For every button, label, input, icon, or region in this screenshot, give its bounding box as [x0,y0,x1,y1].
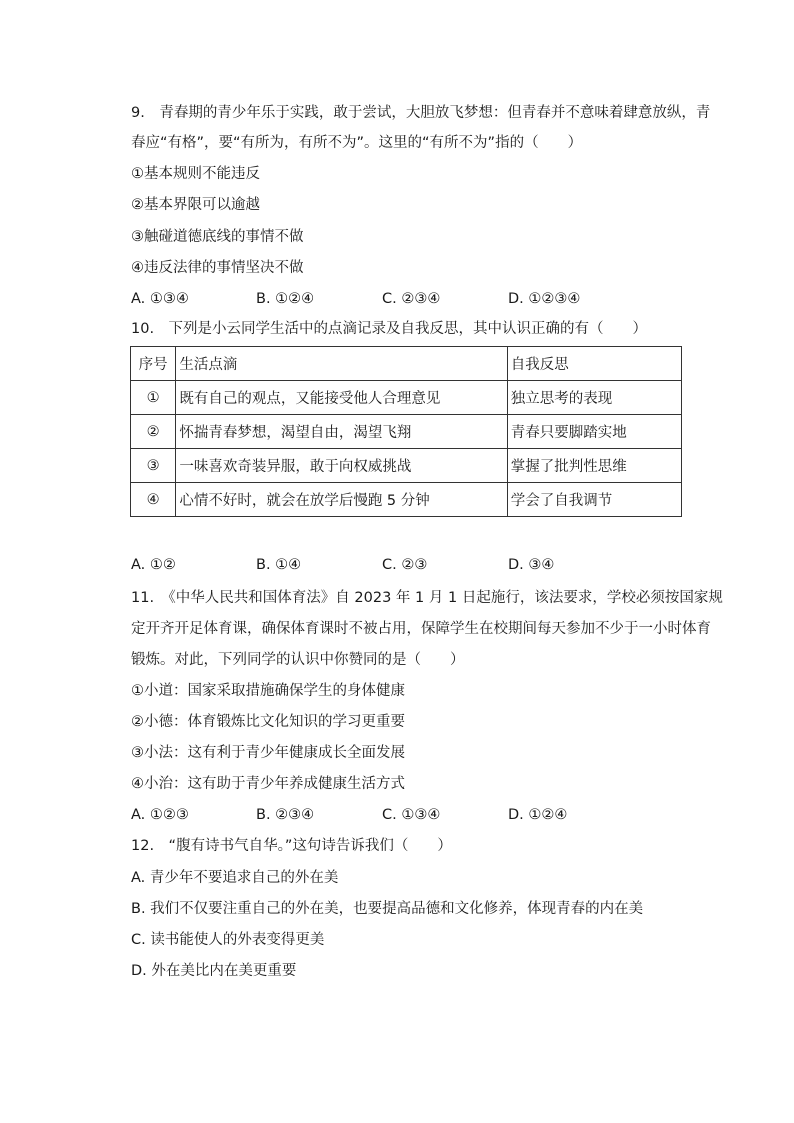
q10-option-a[interactable]: A. ①② [131,557,176,573]
table-row [131,415,682,449]
table-header-cell: 生活点滴 [176,347,507,381]
table-header-row [131,347,682,381]
table-cell: ② [131,415,176,449]
q11-option-a[interactable]: A. ①②③ [131,807,189,823]
q9-stem-line1: 9. 青春期的青少年乐于实践，敢于尝试，大胆放飞梦想：但青春并不意味着肆意放纵，青 [131,105,711,121]
table-cell: 心情不好时，就会在放学后慢跑 5 分钟 [176,483,507,517]
q10-option-b[interactable]: B. ①④ [256,557,302,573]
q11-stem-line1: 11. 《中华人民共和国体育法》自 2023 年 1 月 1 日起施行，该法要求，学校必须按国家规 [131,590,723,606]
table-row [131,381,682,415]
q12-choice-b[interactable]: B. 我们不仅要注重自己的外在美，也要提高品德和文化修养，体现青春的内在美 [131,901,644,917]
q12-stem: 12. “腹有诗书气自华。”这句诗告诉我们（ ） [131,838,452,854]
table-cell: 怀揣青春梦想，渴望自由，渴望飞翔 [176,415,507,449]
q11-item-4: ④小治：这有助于青少年养成健康生活方式 [131,776,405,792]
table-cell: ③ [131,449,176,483]
table-cell: 一味喜欢奇装异服，敢于向权威挑战 [176,449,507,483]
table-cell: ④ [131,483,176,517]
q11-item-1: ①小道：国家采取措施确保学生的身体健康 [131,683,405,699]
q10-stem: 10. 下列是小云同学生活中的点滴记录及自我反思，其中认识正确的有（ ） [131,321,648,337]
table-cell: 既有自己的观点，又能接受他人合理意见 [176,381,507,415]
table-cell: 掌握了批判性思维 [507,449,681,483]
table-cell: 学会了自我调节 [507,483,681,517]
q11-option-c[interactable]: C. ①③④ [382,807,441,823]
table-cell: 青春只要脚踏实地 [507,415,681,449]
q11-item-2: ②小德：体育锻炼比文化知识的学习更重要 [131,714,405,730]
q11-stem-line3: 锻炼。对此，下列同学的认识中你赞同的是（ ） [131,652,465,668]
q9-item-3: ③触碰道德底线的事情不做 [131,229,304,245]
q9-stem-line2: 春应“有格”，要“有所为，有所不为”。这里的“有所不为”指的（ ） [131,135,583,151]
q10-option-c[interactable]: C. ②③ [382,557,428,573]
q9-item-2: ②基本界限可以逾越 [131,197,260,213]
table-cell: ① [131,381,176,415]
table-cell: 独立思考的表现 [507,381,681,415]
q12-choice-d[interactable]: D. 外在美比内在美更重要 [131,963,297,979]
q11-stem-line2: 定开齐开足体育课，确保体育课时不被占用，保障学生在校期间每天参加不少于一小时体育 [131,621,711,637]
q9-option-c[interactable]: C. ②③④ [382,291,441,307]
q10-table [130,346,682,517]
q9-options [131,289,691,309]
q11-option-d[interactable]: D. ①②④ [508,807,568,823]
q9-option-b[interactable]: B. ①②④ [256,291,315,307]
q11-options [131,805,691,825]
table-row [131,483,682,517]
q10-options [131,555,691,575]
table-row [131,449,682,483]
q9-item-4: ④违反法律的事情坚决不做 [131,260,304,276]
q11-item-3: ③小法：这有利于青少年健康成长全面发展 [131,745,405,761]
q11-option-b[interactable]: B. ②③④ [256,807,315,823]
q12-choice-a[interactable]: A. 青少年不要追求自己的外在美 [131,870,339,886]
q9-option-d[interactable]: D. ①②③④ [508,291,581,307]
q10-option-d[interactable]: D. ③④ [508,557,555,573]
q9-item-1: ①基本规则不能违反 [131,166,260,182]
table-header-cell: 自我反思 [507,347,681,381]
q9-option-a[interactable]: A. ①③④ [131,291,189,307]
q12-choice-c[interactable]: C. 读书能使人的外表变得更美 [131,932,325,948]
table-header-cell: 序号 [131,347,176,381]
